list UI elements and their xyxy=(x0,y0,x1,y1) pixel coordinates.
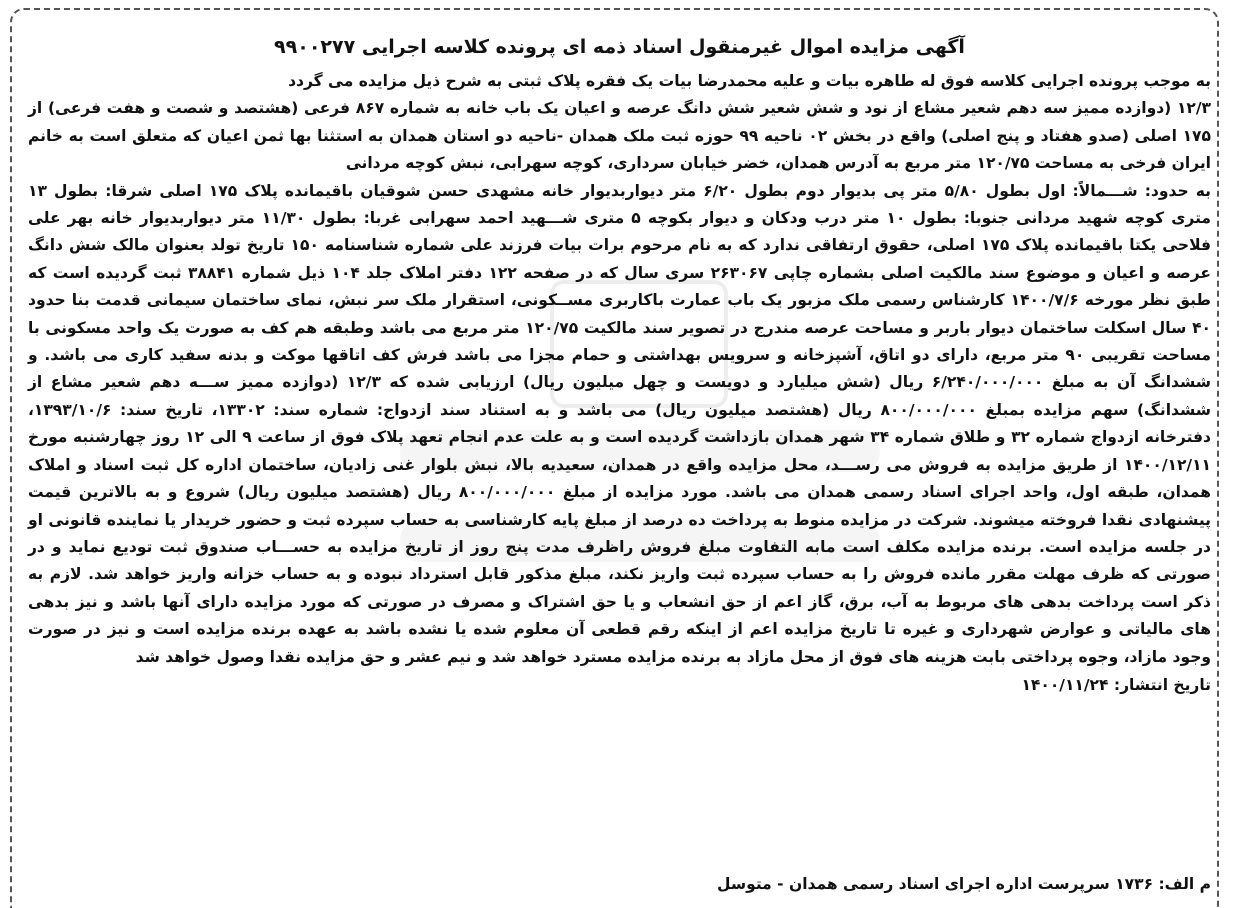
property-description-paragraph: ۱۲/۳ (دوازده ممیز سه دهم شعیر مشاع از نود و شش شعیر شش دانگ عرصه و اعیان یک باب خانه به شماره ۸۶۷ فرعی (هشتصد و شصت و هفت فرعی) از ۱۷۵ اصلی (صدو هفتاد و پنج اصلی) واقع در بخش ۰۲ ناحیه ۹۹ حوزه ثبت ملک همدان -ناحیه دو استان همدان به استثنا بها ثمن اعیان که متعلق است به خانم ایران فرخی به مساحت ۱۲۰/۷۵ متر مربع به آدرس همدان، خضر خیابان سرداری، کوچه سهرابی، نبش کوچه مردانی xyxy=(28,99,1211,173)
notice-title: آگهی مزایده اموال غیرمنقول اسناد ذمه ای پرونده کلاسه اجرایی ۹۹۰۰۲۷۷ xyxy=(274,36,965,58)
auction-notice xyxy=(28,34,1211,899)
notice-intro-paragraph: به موجب پرونده اجرایی کلاسه فوق له طاهره بیات و علیه محمدرضا بیات یک فقره پلاک ثبتی به شرح ذیل مزایده می گردد xyxy=(288,72,1211,90)
notice-footer-reference: م الف: ۱۷۳۶ سرپرست اداره اجرای اسناد رسمی همدان - متوسل xyxy=(717,875,1211,893)
notice-body xyxy=(28,68,1211,671)
publication-date: تاریخ انتشار: ۱۴۰۰/۱۱/۲۴ xyxy=(1021,675,1211,694)
property-boundaries-paragraph: به حدود: شـــمالاً: اول بطول ۵/۸۰ متر پی بدیوار دوم بطول ۶/۲۰ متر دیواربدیوار خانه مشهدی حسن شوقیان باقیمانده پلاک ۱۷۵ اصلی شرقا: بطول ۱۳ متری کوچه شهید مردانی جنوبا: بطول ۱۰ متر درب ودکان و دیوار بکوچه ۵ متری شـــهید احمد سهرابی غربا: بطول ۱۱/۳۰ متر دیواربدیوار خانه بهر علی فلاحی یکتا باقیمانده پلاک ۱۷۵ اصلی، حقوق ارتفاقی ندارد که به نام مرحوم برات بیات فرزند علی شماره شناسنامه ۱۵۰ تاریخ تولد بعنوان مالک شش دانگ عرصه و اعیان و موضوع سند مالکیت اصلی بشماره چاپی ۲۶۳۰۶۷ سری سال که در صفحه ۱۲۲ دفتر املاک جلد ۱۰۴ ذیل شماره ۳۸۸۴۱ ثبت گردیده است که طبق نظر مورخه ۱۴۰۰/۷/۶ کارشناس رسمی ملک مزبور یک باب عمارت باکاربری مســکونی، استقرار ملک سر نبش، نمای ساختمان سیمانی قدمت بنا حدود ۴۰ سال اسکلت ساختمان دیوار باربر و مساحت عرصه مندرج در تصویر سند مالکیت ۱۲۰/۷۵ متر مربع می باشد وطبقه هم کف به صورت یک واحد مسکونی با مساحت تقریبی ۹۰ متر مربع، دارای دو اتاق، آشپزخانه و سرویس بهداشتی و حمام مجزا می باشد فرش کف اتاقها موکت و بدنه سفید کاری می باشد. و ششدانگ آن به مبلغ ۶/۲۴۰/۰۰۰/۰۰۰ ریال (شش میلیارد و دویست و چهل میلیون ریال) ارزیابی شده که ۱۲/۳ (دوازده ممیز ســـه دهم شعیر مشاع از ششدانگ) سهم مزایده بمبلغ ۸۰۰/۰۰۰/۰۰۰ ریال (هشتصد میلیون ریال) می باشد و به استناد سند ازدواج: شماره سند: ۱۳۳۰۲، تاریخ سند: ۱۳۹۳/۱۰/۶، دفترخانه ازدواج شماره ۳۲ و طلاق شماره ۳۴ شهر همدان بازداشت گردیده است و به علت عدم انجام تعهد پلاک فوق از ساعت ۹ الی ۱۲ روز چهارشنبه مورخ ۱۴۰۰/۱۲/۱۱ از طریق مزایده به فروش می رســـد، محل مزایده واقع در همدان، سعیدیه بالا، نبش بلوار غنی زادیان، ساختمان اداره کل ثبت اسناد و املاک همدان، طبقه اول، واحد اجرای اسناد رسمی همدان می باشد. مورد مزایده از مبلغ ۸۰۰/۰۰۰/۰۰۰ ریال (هشتصد میلیون ریال) شروع و به بالاترین قیمت پیشنهادی نقدا فروخته میشوند. شرکت در مزایده منوط به پرداخت ده درصد از مبلغ پایه کارشناسی به حساب سپرده ثبت و حضور خریدار یا نماینده قانونی او در جلسه مزایده است. برنده مزایده مکلف است مابه التفاوت مبلغ فروش راظرف مدت پنج روز از تاریخ مزایده به حســـاب صندوق ثبت تودیع نماید و در صورتی که ظرف مهلت مقرر مانده فروش را به حساب سپرده ثبت واریز نکند، مبلغ مذکور قابل استرداد نبوده و به حساب خزانه واریز خواهد شد. لازم به ذکر است پرداخت بدهی های مربوط به آب، برق، گاز اعم از حق انشعاب و یا حق اشتراک و مصرف در صورتی که مورد مزایده دارای آنها باشد و نیز بدهی های مالیاتی و عوارض شهرداری و غیره تا تاریخ مزایده اعم از اینکه رقم قطعی آن معلوم شده یا نشده باشد به عهده برنده مزایده است و نیز در صورت وجود مازاد، وجوه پرداختی بابت هزینه های فوق از محل مازاد به برنده مزایده مسترد خواهد شد و نیم عشر و حق مزایده نقدا وصول خواهد شد xyxy=(28,181,1212,666)
